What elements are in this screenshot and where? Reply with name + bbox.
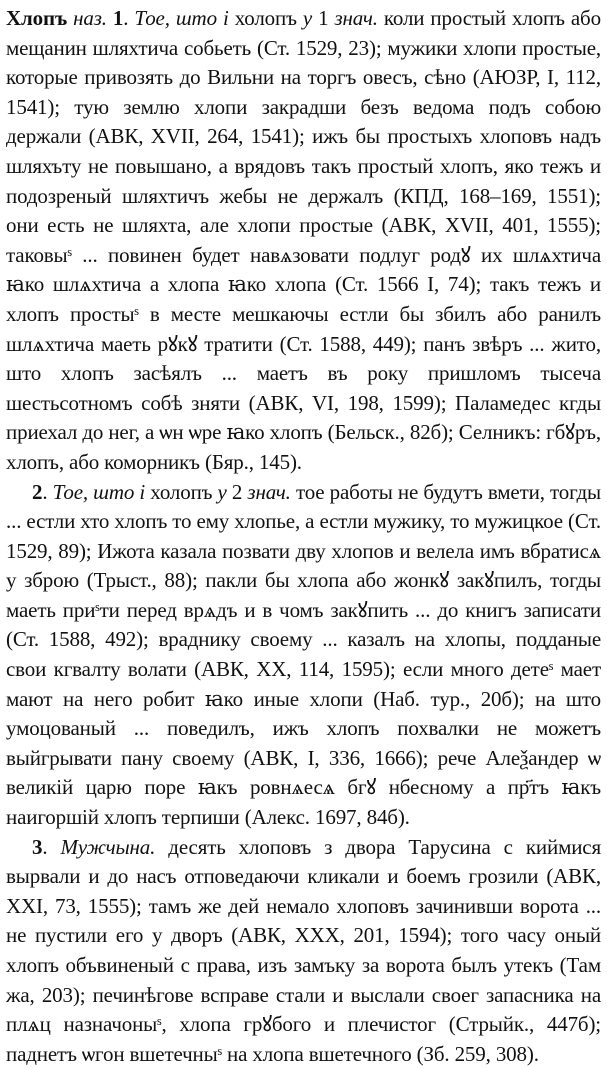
sense-2-def-tail-plain: 2 — [231, 479, 243, 504]
sense-1-def-tail-italic2: знач. — [334, 6, 378, 30]
sense-2-def-italic: Тое, што і — [52, 479, 146, 504]
sense-1-number: 1 — [112, 6, 124, 30]
sense-2-number: 2 — [32, 479, 43, 504]
sense-1-def-italic: Тое, што і — [134, 6, 229, 30]
sense-1-def-tail-plain: 1 — [318, 6, 329, 30]
sense-1-text: коли простый хлопъ або мещанин шляхтича собьеть (Ст. 1529, 23); мужики хлопи простые, которые привозять до Вильни на торгъ овесъ, сѣно (АЮЗР, І, 112, 1541); тую землю хлопи закрадши безъ ведома подъ собою держали (АВК, XVII, 264, 1541); ижъ бы простыхъ хлоповъ надъ шляхъту не повышано, а врядовъ такъ простый хлопъ, яко тежъ и подозреный шляхтичъ жебы не держалъ (КПД, 168–169, 1551); они есть не шляхта, але хлопи простые (АВК, XVII, 401, 1555); таковыˢ ... повинен будет навѧзовати подлуг родꙋ их шлѧхтича ꙗко шлѧхтича а хлопа ꙗко хлопа (Ст. 1566 І, 74); такъ тежъ и хлопъ простыˢ в месте мешкаючы естли бы збилъ або ранилъ шлѧхтича маеть рꙋкꙋ тратити (Ст. 1588, 449); панъ звѣръ ... жито, што хлопъ засѣялъ ... маетъ въ року пришломъ тысеча шестьсотномъ собѣ зняти (АВК, VI, 198, 1599); Паламедес кгды приехал до нег, а ѡн ѡре ꙗко хлопъ (Бельск., 82б); Селникъ: гбꙋръ, хлопъ, або коморникъ (Бяр., 145). — [6, 6, 601, 474]
sense-3-paragraph: 3. Мужчына. десять хлоповъ з двора Тарусина с киймися вырвали и до насъ отповедаючи кликали и боемъ грозили (АВК, XXI, 73, 1555); тамъ же дей немало хлоповъ зачинивши ворота ... не пустили его у дворъ (АВК, XXX, 201, 1594); того часу оный хлопъ объвиненый с права, изъ замъку за ворота былъ утекъ (Там жа, 203); печинѣгове всправе стали и выслали своег запасника на плѧц назначоныˢ, хлопа грꙋбого и плечистог (Стрыйк., 447б); паднетъ ѡгон вшетечныˢ на хлопа вшетечного (Зб. 259, 308). — [6, 834, 601, 1066]
sense-3-def-italic: Мужчына. — [60, 834, 156, 859]
sense-2-def-plain: холопъ — [150, 479, 213, 504]
sense-3-text: десять хлоповъ з двора Тарусина с киймися вырвали и до насъ отповедаючи кликали и боемъ грозили (АВК, XXI, 73, 1555); тамъ же дей немало хлоповъ зачинивши ворота ... не пустили его у дворъ (АВК, XXX, 201, 1594); того часу оный хлопъ объвиненый с права, изъ замъку за ворота былъ утекъ (Там жа, 203); печинѣгове всправе стали и выслали своег запасника на плѧц назначоныˢ, хлопа грꙋбого и плечистог (Стрыйк., 447б); паднетъ ѡгон вшетечныˢ на хлопа вшетечного (Зб. 259, 308). — [6, 834, 601, 1066]
sense-2-paragraph: 2. Тое, што і холопъ у 2 знач. тое работы не будутъ вмети, тогды ... естли хто хлопъ то ему хлопье, а естли мужику, то мужицкое (Ст. 1529, 89); Ижота казала позвати дву хлопов и велела имъ вбратисѧ у зброю (Трыст., 88); пакли бы хлопа або жонкꙋ закꙋпилъ, тогды маеть приˢти перед врѧдъ и в чомъ закꙋпить ... до книгъ записати (Ст. 1588, 492); враднику своему ... казалъ на хлопы, подданые свои кгвалту волати (АВК, XX, 114, 1595); если много детеˢ мает мают на него робит ꙗко иные хлопи (Наб. тур., 20б); на што умоцованый ... поведилъ, ижъ хлопъ похвалки не можетъ выйгрывати пану своему (АВК, І, 336, 1666); рече Алеѯандер ѡ великій царю поре ꙗкъ ровнѧесѧ бгꙋ нбесному а пр҃тъ ꙗкъ наигоршій хлопъ терпиши (Алекс. 1697, 84б). — [6, 479, 601, 830]
sense-2-def-tail-italic: у — [217, 479, 227, 504]
part-of-speech: наз. — [73, 6, 107, 30]
sense-1-paragraph: Хлопъ наз. 1. Тое, што і холопъ у 1 знач. коли простый хлопъ або мещанин шляхтича собьеть (Ст. 1529, 23); мужики хлопи простые, которые привозять до Вильни на торгъ овесъ, сѣно (АЮЗР, І, 112, 1541); тую землю хлопи закрадши безъ ведома подъ собою держали (АВК, XVII, 264, 1541); ижъ бы простыхъ хлоповъ надъ шляхъту не повышано, а врядовъ такъ простый хлопъ, яко тежъ и подозреный шляхтичъ жебы не держалъ (КПД, 168–169, 1551); они есть не шляхта, але хлопи простые (АВК, XVII, 401, 1555); таковыˢ ... повинен будет навѧзовати подлуг родꙋ их шлѧхтича ꙗко шлѧхтича а хлопа ꙗко хлопа (Ст. 1566 І, 74); такъ тежъ и хлопъ простыˢ в месте мешкаючы естли бы збилъ або ранилъ шлѧхтича маеть рꙋкꙋ тратити (Ст. 1588, 449); панъ звѣръ ... жито, што хлопъ засѣялъ ... маетъ въ року пришломъ тысеча шестьсотномъ собѣ зняти (АВК, VI, 198, 1599); Паламедес кгды приехал до нег, а ѡн ѡре ꙗко хлопъ (Бельск., 82б); Селникъ: гбꙋръ, хлопъ, або коморникъ (Бяр., 145). — [6, 6, 601, 474]
sense-2-text: тое работы не будутъ вмети, тогды ... естли хто хлопъ то ему хлопье, а естли мужику, то мужицкое (Ст. 1529, 89); Ижота казала позвати дву хлопов и велела имъ вбратисѧ у зброю (Трыст., 88); пакли бы хлопа або жонкꙋ закꙋпилъ, тогды маеть приˢти перед врѧдъ и в чомъ закꙋпить ... до книгъ записати (Ст. 1588, 492); враднику своему ... казалъ на хлопы, подданые свои кгвалту волати (АВК, XX, 114, 1595); если много детеˢ мает мают на него робит ꙗко иные хлопи (Наб. тур., 20б); на што умоцованый ... поведилъ, ижъ хлопъ похвалки не можетъ выйгрывати пану своему (АВК, І, 336, 1666); рече Алеѯандер ѡ великій царю поре ꙗкъ ровнѧесѧ бгꙋ нбесному а пр҃тъ ꙗкъ наигоршій хлопъ терпиши (Алекс. 1697, 84б). — [6, 479, 601, 830]
sense-3-number: 3 — [32, 834, 43, 859]
sense-1-def-plain: холопъ — [234, 6, 297, 30]
sense-2-def-tail-italic2: знач. — [247, 479, 291, 504]
headword: Хлопъ — [6, 6, 68, 30]
sense-1-def-tail-italic: у — [302, 6, 313, 30]
